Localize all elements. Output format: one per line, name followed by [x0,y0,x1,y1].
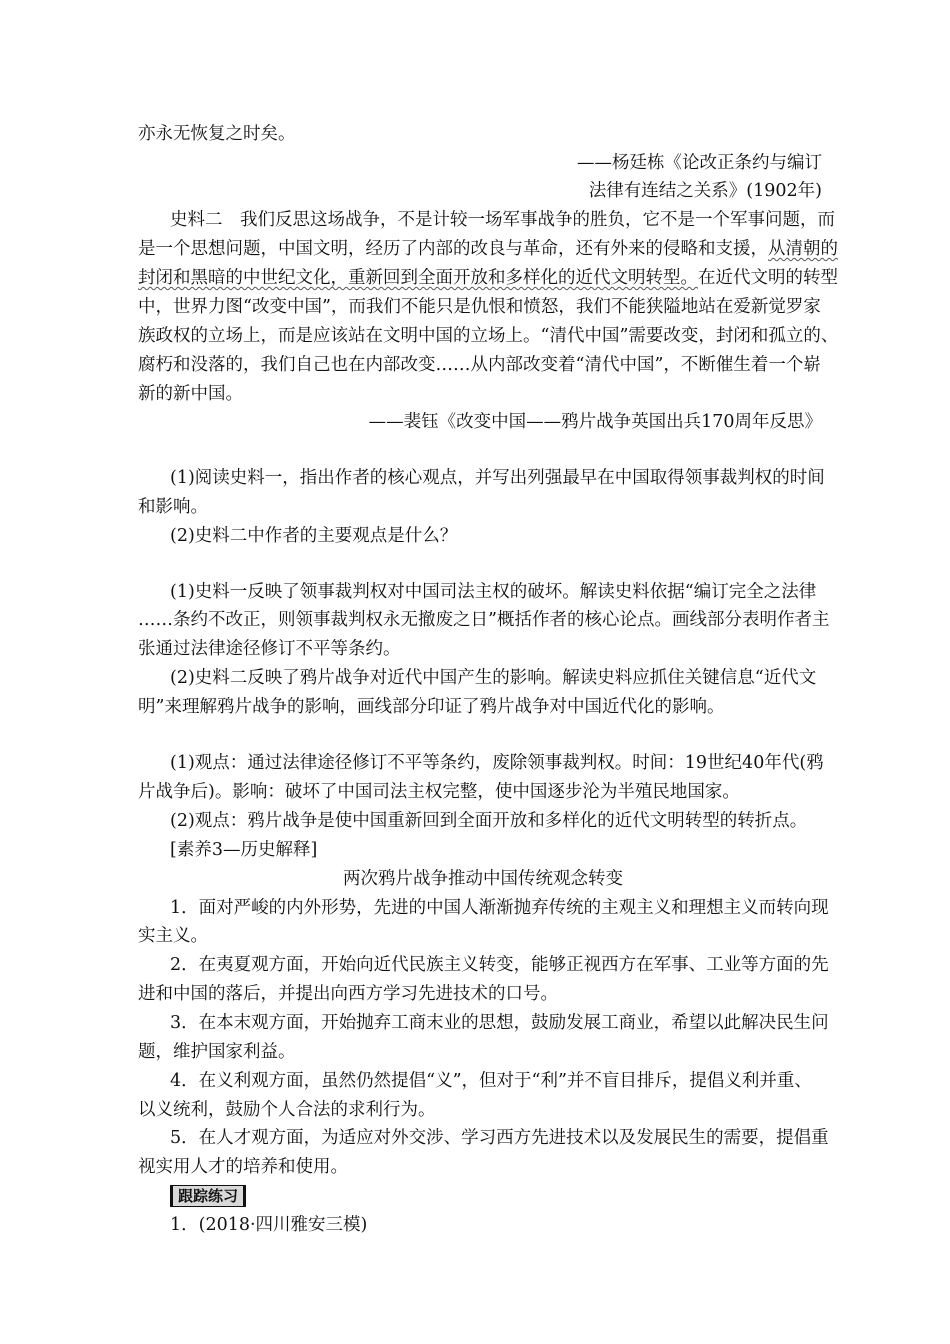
point-line: 进和中国的落后，并提出向西方学习先进技术的口号。 [138,984,558,1004]
source-two-line [138,267,838,289]
text-line: 亦永无恢复之时矣。 [138,124,296,144]
answer-line: 片战争后)。影响：破坏了中国司法主权完整，使中国逐步沦为半殖民地国家。 [138,782,740,802]
point-line: 实主义。 [138,926,208,946]
analysis-line: (1)史料一反映了领事裁判权对中国司法主权的破坏。解读史料依据“编订完全之法律 [170,582,817,602]
underlined-text: 从清朝的 [768,239,838,259]
source-two-line: 族政权的立场上，而是应该站在文明中国的立场上。“清代中国”需要改变，封闭和孤立的、 [138,326,839,346]
citation-line: 法律有连结之关系》(1902年) [588,181,822,201]
point-line: 1．面对严峻的内外形势，先进的中国人渐渐抛弃传统的主观主义和理想主义而转向现 [170,898,829,918]
point-line: 视实用人才的培养和使用。 [138,1157,348,1177]
source-two-line: 史料二 我们反思这场战争，不是计较一场军事战争的胜负，它不是一个军事问题，而 [170,210,835,230]
plain-text: 在近代文明的转型 [698,268,838,288]
point-line: 题，维护国家利益。 [138,1042,296,1062]
citation-line: ——杨廷栋《论改正条约与编订 [577,153,822,173]
point-line: 5．在人才观方面，为适应对外交涉、学习西方先进技术以及发展民生的需要，提倡重 [170,1128,829,1148]
analysis-line: (2)史料二反映了鸦片战争对近代中国产生的影响。解读史料应抓住关键信息“近代文 [170,668,817,688]
underlined-text: 封闭和黑暗的中世纪文化，重新回到全面开放和多样化的近代文明转型。 [138,268,698,288]
answer-line: (1)观点：通过法律途径修订不平等条约，废除领事裁判权。时间：19世纪40年代(鸦 [170,753,824,773]
answer-line: (2)观点：鸦片战争是使中国重新回到全面开放和多样化的近代文明转型的转折点。 [170,811,808,831]
point-line: 3．在本末观方面，开始抛弃工商末业的思想，鼓励发展工商业，希望以此解决民生问 [170,1013,829,1033]
section-title: 两次鸦片战争推动中国传统观念转变 [343,869,623,889]
source-two-line: 腐朽和没落的，我们自己也在内部改变……从内部改变着“清代中国”，不断催生着一个崭 [138,355,821,375]
source-two-line [138,238,838,260]
question-line: (1)阅读史料一，指出作者的核心观点，并写出列强最早在中国取得领事裁判权的时间 [170,468,825,488]
practice-section-tag: 跟踪练习 [170,1185,246,1207]
citation-line: ——裴钰《改变中国——鸦片战争英国出兵170周年反思》 [368,412,822,432]
analysis-line: 张通过法律途径修订不平等条约。 [138,639,401,659]
section-label: [素养3—历史解释] [170,840,318,860]
source-two-line: 新的新中国。 [138,384,243,404]
analysis-line: 明”来理解鸦片战争的影响，画线部分印证了鸦片战争对中国近代化的影响。 [138,697,725,717]
question-line: 和影响。 [138,497,208,517]
point-line: 2．在夷夏观方面，开始向近代民族主义转变，能够正视西方在军事、工业等方面的先 [170,955,829,975]
exercise-line: 1．(2018·四川雅安三模) [170,1215,368,1235]
analysis-line: ……条约不改正，则领事裁判权永无撤废之日”概括作者的核心论点。画线部分表明作者主 [138,610,830,630]
question-line: (2)史料二中作者的主要观点是什么？ [170,526,458,546]
point-line: 4．在义利观方面，虽然仍然提倡“义”，但对于“利”并不盲目排斥，提倡义利并重、 [170,1071,812,1091]
point-line: 以义统利，鼓励个人合法的求利行为。 [138,1100,436,1120]
source-two-line: 中，世界力图“改变中国”，而我们不能只是仇恨和愤怒，我们不能狭隘地站在爱新觉罗家 [138,297,821,317]
plain-text: 是一个思想问题，中国文明，经历了内部的改良与革命，还有外来的侵略和支援， [138,239,768,259]
